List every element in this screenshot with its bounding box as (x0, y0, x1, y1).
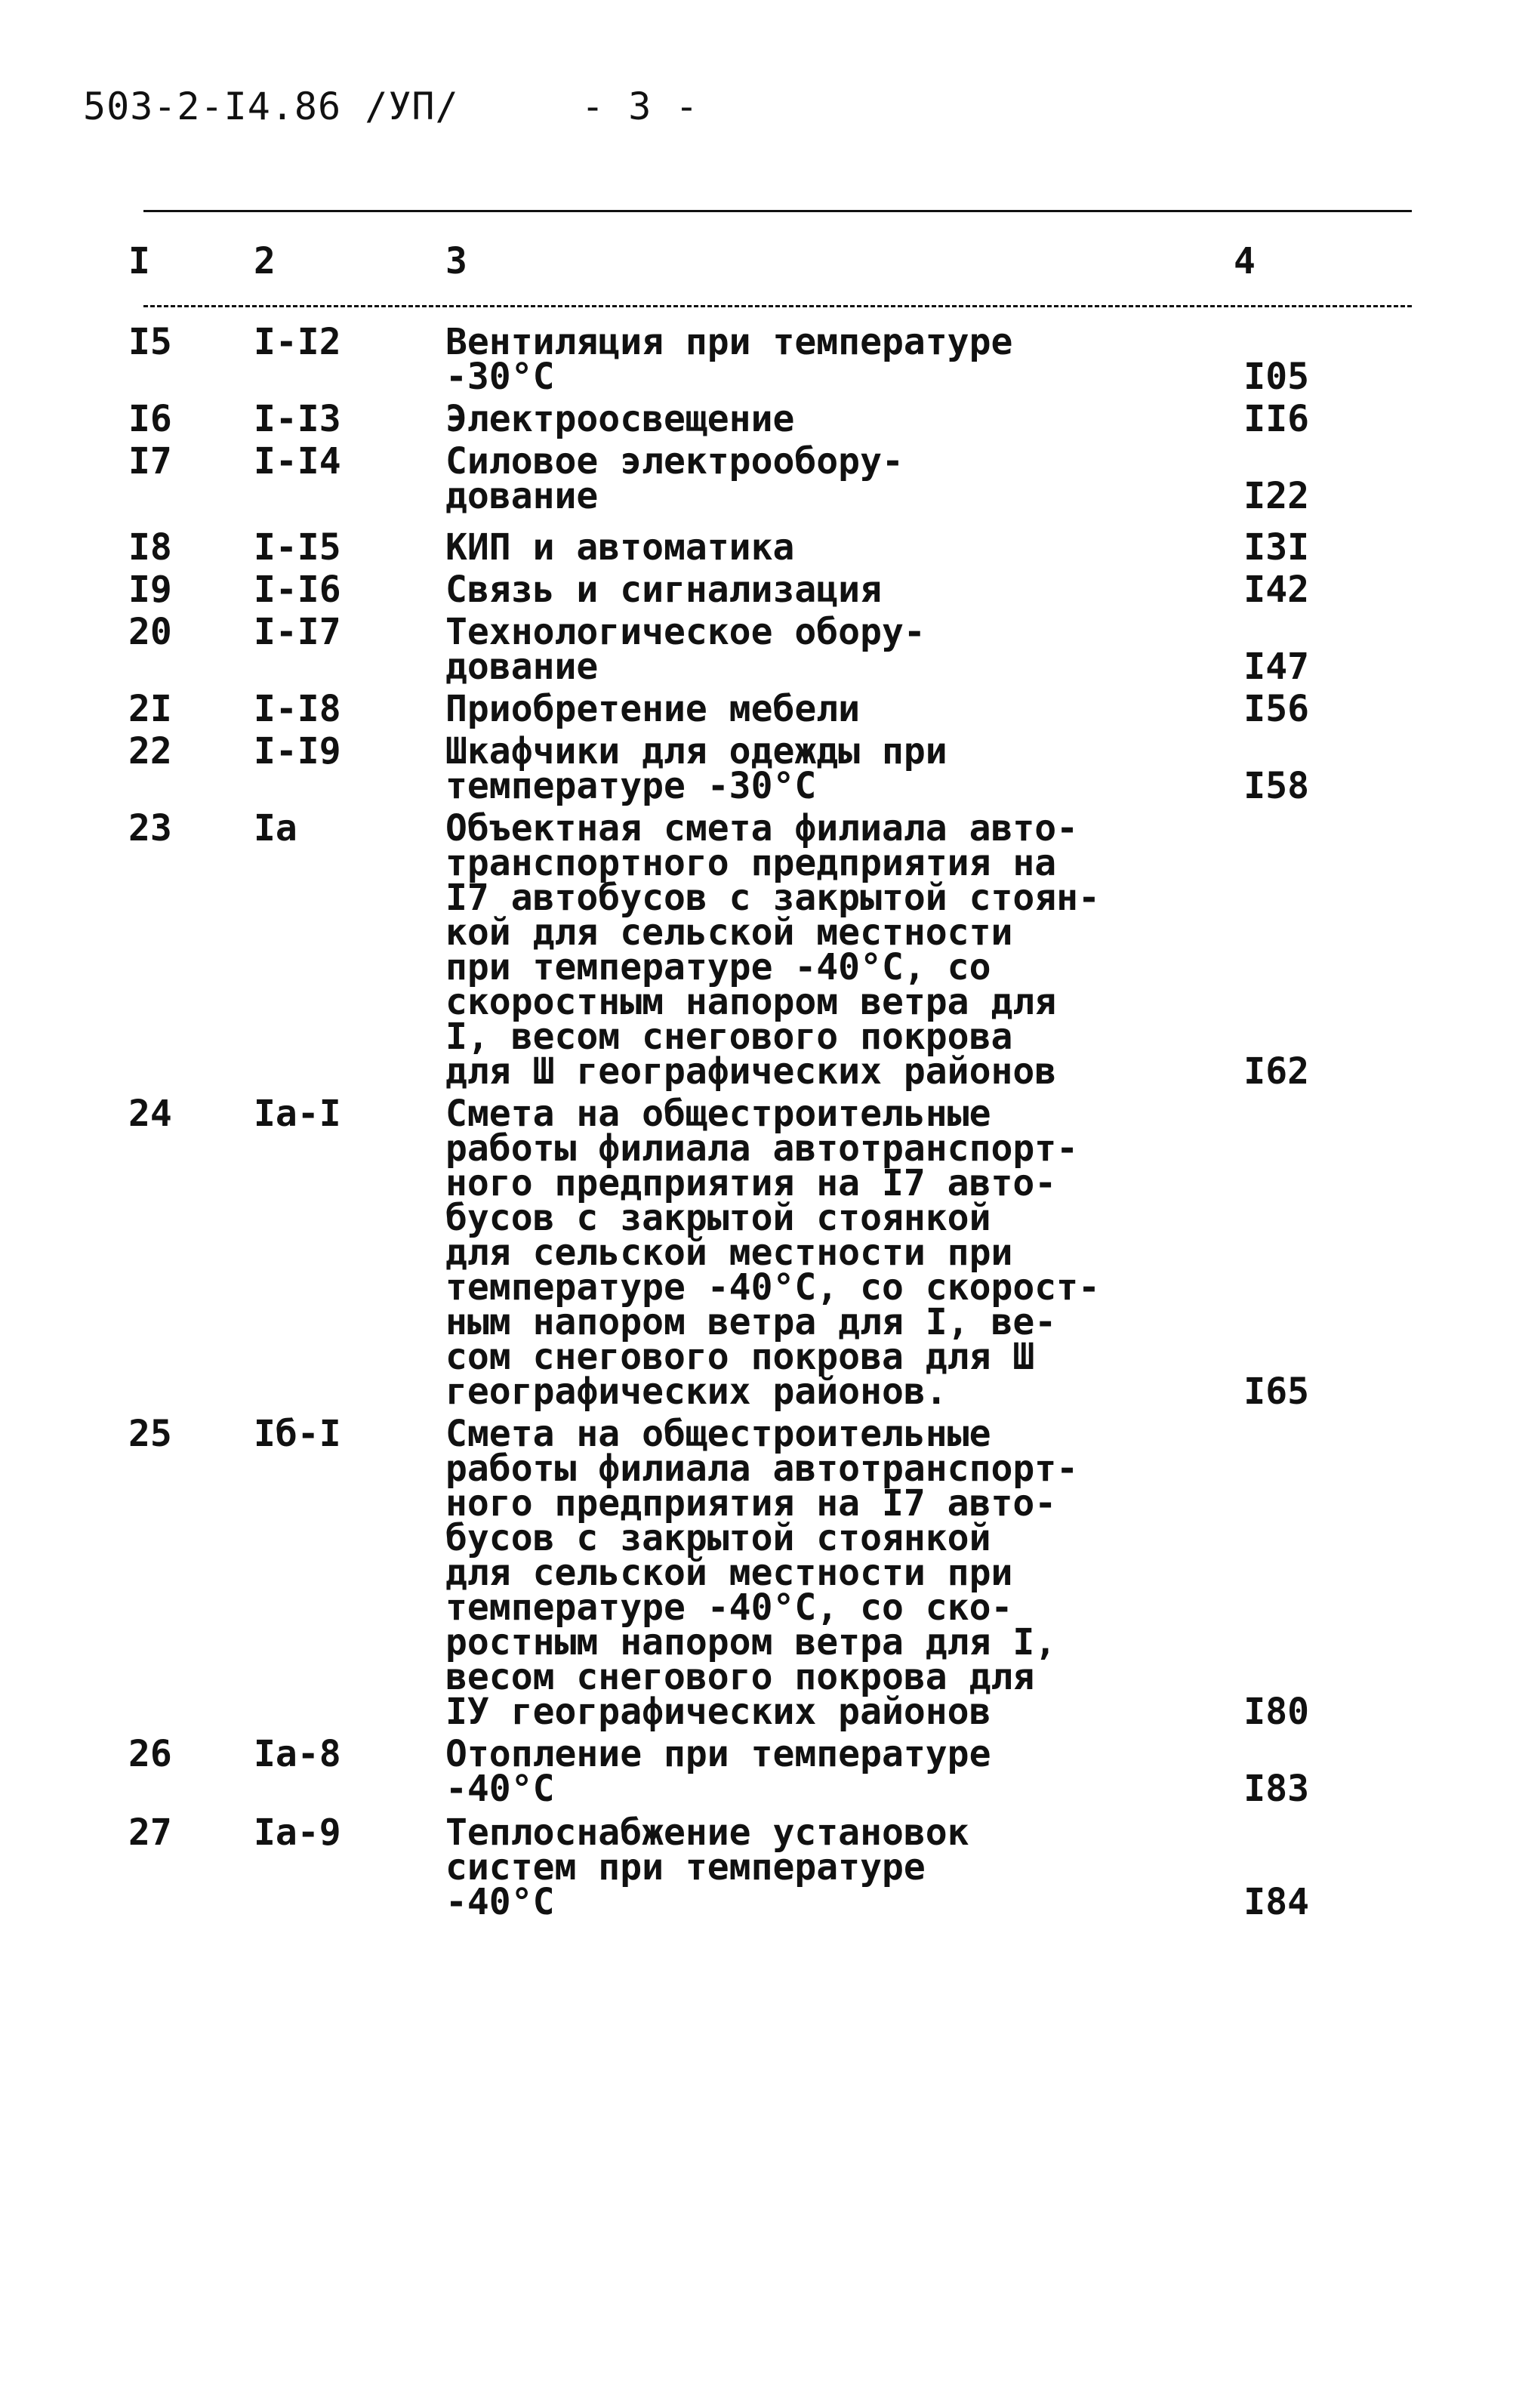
row-number: 24 (128, 1093, 172, 1135)
row-number: 20 (128, 611, 172, 653)
table-row (0, 1413, 1516, 1733)
row-number: 22 (128, 730, 172, 772)
top-rule (143, 210, 1412, 212)
row-code: I-I9 (254, 730, 341, 772)
table-row (0, 1733, 1516, 1810)
header-rule (143, 305, 1412, 307)
table-row (0, 730, 1516, 807)
row-page: I05 (1243, 356, 1309, 398)
column-header-4: 4 (1234, 240, 1256, 282)
row-page: I80 (1243, 1691, 1309, 1733)
row-title: Отопление при температуре -40°С (445, 1733, 991, 1810)
row-page: I22 (1243, 475, 1309, 517)
column-header-2: 2 (254, 240, 276, 282)
document-code: 503-2-I4.86 /УП/ (83, 85, 459, 128)
table-row (0, 398, 1516, 440)
row-number: I6 (128, 398, 172, 440)
row-number: I7 (128, 440, 172, 483)
column-header-1: I (128, 240, 150, 282)
row-page: I56 (1243, 688, 1309, 730)
row-page: II6 (1243, 398, 1309, 440)
row-page: I84 (1243, 1881, 1309, 1923)
row-title: Электроосвещение (445, 398, 795, 440)
table-row (0, 569, 1516, 611)
row-code: I-I2 (254, 321, 341, 363)
table-row (0, 611, 1516, 688)
row-number: I8 (128, 526, 172, 569)
contents-table (0, 321, 1516, 1927)
table-row (0, 526, 1516, 569)
row-number: I9 (128, 569, 172, 611)
row-title: Связь и сигнализация (445, 569, 882, 611)
row-page: I62 (1243, 1050, 1309, 1093)
row-code: I-I3 (254, 398, 341, 440)
row-code: I-I7 (254, 611, 341, 653)
row-title: Объектная смета филиала авто- транспортного предприятия на I7 автобусов с закрытой стоян- кой для сельской местности при температуре -40°С, со скоростным напором ветра для I, весом снегового покрова для Ш географических районов (445, 807, 1100, 1093)
table-row (0, 807, 1516, 1093)
row-code: Iа-I (254, 1093, 341, 1135)
row-title: Вентиляция при температуре -30°С (445, 321, 1013, 398)
row-number: I5 (128, 321, 172, 363)
row-title: Приобретение мебели (445, 688, 861, 730)
row-code: I-I8 (254, 688, 341, 730)
row-title: Технологическое обору- дование (445, 611, 926, 688)
row-title: КИП и автоматика (445, 526, 795, 569)
row-number: 27 (128, 1811, 172, 1854)
row-title: Смета на общестроительные работы филиала автотранспорт- ного предприятия на I7 авто- бусов с закрытой стоянкой для сельской местности при температуре -40°С, со ско- ростным напором ветра для I, весом снегового покрова для IУ географических районов (445, 1413, 1079, 1733)
row-title: Силовое электрообору- дование (445, 440, 904, 517)
row-code: Iа-8 (254, 1733, 341, 1775)
row-number: 23 (128, 807, 172, 849)
row-page: I58 (1243, 765, 1309, 807)
row-title: Теплоснабжение установок систем при температуре -40°С (445, 1811, 969, 1923)
table-row (0, 321, 1516, 398)
page-number: - 3 - (581, 85, 699, 128)
row-code: Iб-I (254, 1413, 341, 1455)
row-page: I47 (1243, 646, 1309, 688)
table-row (0, 440, 1516, 517)
table-row (0, 1093, 1516, 1413)
row-number: 26 (128, 1733, 172, 1775)
row-code: I-I6 (254, 569, 341, 611)
column-header-3: 3 (445, 240, 467, 282)
row-number: 25 (128, 1413, 172, 1455)
row-page: I42 (1243, 569, 1309, 611)
row-title: Шкафчики для одежды при температуре -30°С (445, 730, 948, 807)
row-page: I3I (1243, 526, 1309, 569)
table-row (0, 688, 1516, 730)
row-code: I-I5 (254, 526, 341, 569)
row-code: Iа (254, 807, 297, 849)
row-page: I83 (1243, 1768, 1309, 1810)
row-number: 2I (128, 688, 172, 730)
row-page: I65 (1243, 1370, 1309, 1413)
row-code: I-I4 (254, 440, 341, 483)
row-title: Смета на общестроительные работы филиала автотранспорт- ного предприятия на I7 авто- бусов с закрытой стоянкой для сельской местности при температуре -40°С, со скорост- ным напором ветра для I, ве- сом снегового покрова для Ш географических районов. (445, 1093, 1100, 1413)
table-row (0, 1811, 1516, 1923)
row-code: Iа-9 (254, 1811, 341, 1854)
